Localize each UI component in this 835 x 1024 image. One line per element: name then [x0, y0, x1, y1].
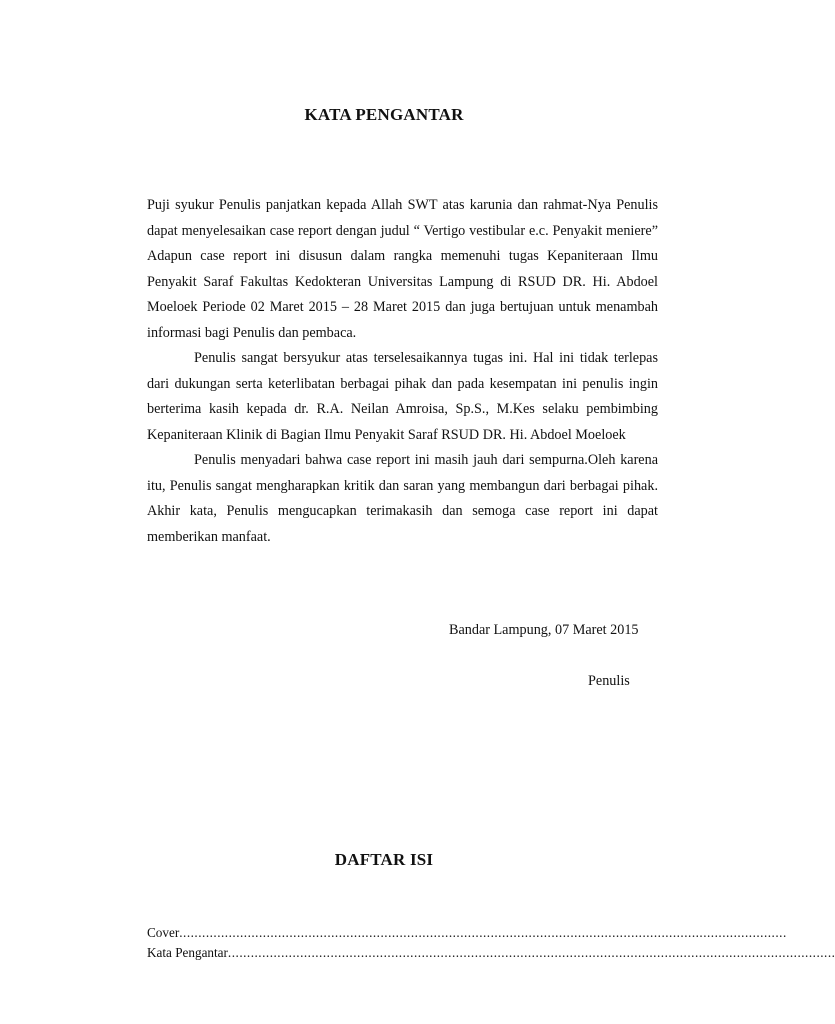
- paragraph: Penulis menyadari bahwa case report ini masih jauh dari sempurna.Oleh karena itu, Penulis sangat mengharapkan kritik dan saran yang membangun dari berbagai pihak. Akhir kata, Penulis mengucapkan terimakasih dan semoga case report ini dapat memberikan manfaat.: [147, 452, 658, 545]
- paragraph: Penulis sangat bersyukur atas terselesaikannya tugas ini. Hal ini tidak terlepas dari dukungan serta keterlibatan berbagai pihak dan pada kesempatan ini penulis ingin berterima kasih kepada dr. R.A. Neilan Amroisa, Sp.S., M.Kes selaku pembimbing Kepaniteraan Klinik di Bagian Ilmu Penyakit Saraf RSUD DR. Hi. Abdoel Moeloek: [147, 350, 658, 443]
- closing-place-date: Bandar Lampung, 07 Maret 2015: [449, 622, 639, 638]
- toc-leader-dots: ................................................................................................................................................................: [179, 925, 787, 940]
- closing-signature-name: Penulis: [588, 673, 630, 689]
- table-of-contents: [147, 923, 835, 963]
- toc-entry: [147, 923, 787, 943]
- toc-entry-label: Cover: [147, 925, 180, 940]
- body-text: [147, 193, 658, 550]
- toc-entry: [147, 943, 835, 963]
- toc-leader-dots: ................................................................................................................................................................: [227, 945, 835, 960]
- toc-entry-label: Kata Pengantar: [147, 945, 228, 960]
- toc-title: DAFTAR ISI: [334, 850, 434, 869]
- page-title: KATA PENGANTAR: [304, 105, 464, 124]
- paragraph: Puji syukur Penulis panjatkan kepada Allah SWT atas karunia dan rahmat-Nya Penulis dapat menyelesaikan case report dengan judul “ Vertigo vestibular e.c. Penyakit meniere” Adapun case report ini disusun dalam rangka memenuhi tugas Kepaniteraan Ilmu Penyakit Saraf Fakultas Kedokteran Universitas Lampung di RSUD DR. Hi. Abdoel Moeloek Periode 02 Maret 2015 – 28 Maret 2015 dan juga bertujuan untuk menambah informasi bagi Penulis dan pembaca.: [147, 197, 658, 341]
